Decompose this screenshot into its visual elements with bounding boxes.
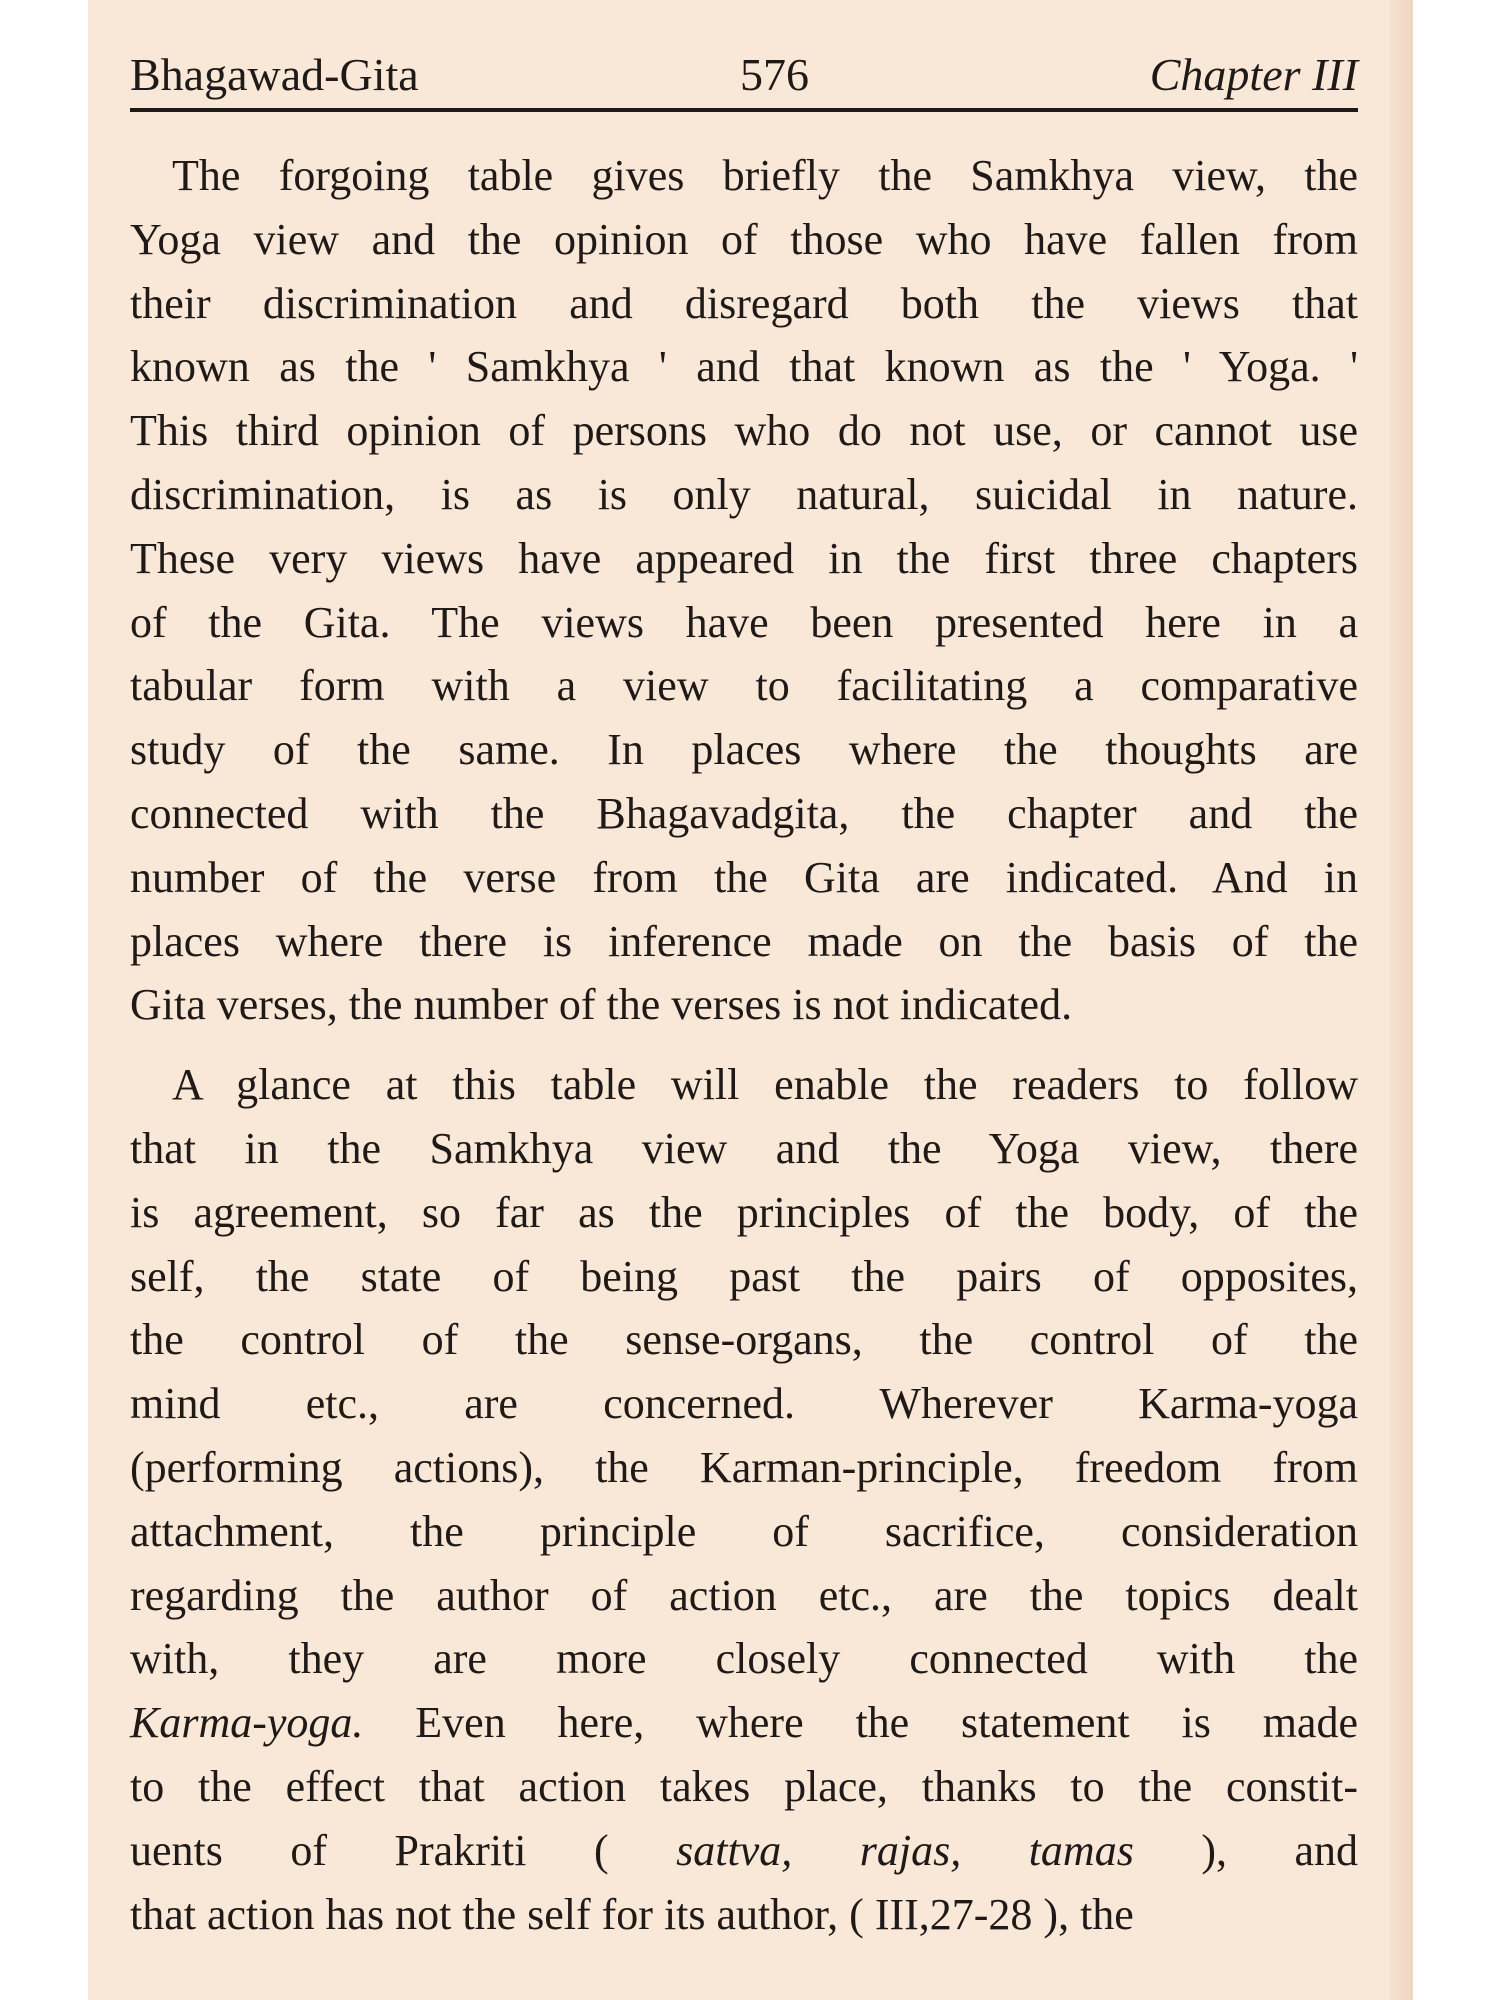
text-line	[130, 591, 1358, 655]
text-run: These very views have appeared in the first three chapters	[130, 533, 1358, 583]
body-text	[130, 144, 1358, 1946]
italic-text: Karma-yoga.	[130, 1698, 364, 1748]
text-run: of the Gita. The views have been presented here in a	[130, 597, 1358, 647]
page-number: 576	[740, 49, 809, 100]
text-run: discrimination, is as is only natural, suicidal in nature.	[130, 469, 1358, 519]
text-line	[130, 1436, 1358, 1500]
text-line	[130, 973, 1358, 1037]
text-run: is agreement, so far as the principles of the body, of the	[130, 1187, 1358, 1237]
text-run: to the effect that action takes place, thanks to the constit-	[130, 1761, 1358, 1811]
text-line	[130, 1564, 1358, 1628]
text-run: known as the ' Samkhya ' and that known as the ' Yoga. '	[130, 342, 1358, 392]
text-run: with, they are more closely connected with the	[130, 1634, 1358, 1684]
text-line	[130, 272, 1358, 336]
text-line	[130, 1117, 1358, 1181]
text-line	[130, 846, 1358, 910]
text-run: Even here, where the statement is made	[363, 1698, 1358, 1748]
text-line	[130, 1627, 1358, 1691]
text-line	[130, 782, 1358, 846]
text-line	[130, 208, 1358, 272]
text-line	[130, 463, 1358, 527]
text-line	[130, 1819, 1358, 1883]
text-line	[130, 527, 1358, 591]
book-title: Bhagawad-Gita	[130, 49, 419, 100]
paragraph	[130, 144, 1358, 1037]
text-line	[130, 1181, 1358, 1245]
text-run: tabular form with a view to facilitating a comparative	[130, 661, 1358, 711]
page-edge	[1390, 0, 1413, 2000]
text-run: connected with the Bhagavadgita, the chapter and the	[130, 788, 1358, 838]
text-run: that in the Samkhya view and the Yoga view, there	[130, 1123, 1358, 1173]
text-run: A glance at this table will enable the readers to follow	[172, 1060, 1358, 1110]
paragraph	[130, 1053, 1358, 1946]
text-run: ), and	[1133, 1825, 1358, 1875]
text-run: that action has not the self for its author, ( III,27-28 ), the	[130, 1889, 1134, 1939]
text-line	[130, 1691, 1358, 1755]
text-line	[130, 1372, 1358, 1436]
italic-text: sattva, rajas, tamas	[676, 1825, 1134, 1875]
text-line	[130, 1500, 1358, 1564]
text-line	[130, 399, 1358, 463]
text-line	[130, 1245, 1358, 1309]
text-run: regarding the author of action etc., are the topics dealt	[130, 1570, 1358, 1620]
text-run: (performing actions), the Karman-principle, freedom from	[130, 1442, 1358, 1492]
text-run: self, the state of being past the pairs of opposites,	[130, 1251, 1358, 1301]
text-line	[130, 718, 1358, 782]
text-run: the control of the sense-organs, the control of the	[130, 1315, 1358, 1365]
text-run: Gita verses, the number of the verses is not indicated.	[130, 980, 1073, 1030]
text-run: places where there is inference made on the basis of the	[130, 916, 1358, 966]
text-line	[130, 144, 1358, 208]
text-line	[130, 1883, 1358, 1947]
text-line	[130, 1308, 1358, 1372]
text-line	[130, 1053, 1358, 1117]
text-run: This third opinion of persons who do not use, or cannot use	[130, 406, 1358, 456]
running-header	[130, 48, 1358, 108]
text-run: number of the verse from the Gita are indicated. And in	[130, 852, 1358, 902]
text-line	[130, 335, 1358, 399]
text-run: The forgoing table gives briefly the Samkhya view, the	[172, 151, 1358, 200]
text-line	[130, 1755, 1358, 1819]
text-run: uents of Prakriti (	[130, 1825, 677, 1875]
text-run: attachment, the principle of sacrifice, consideration	[130, 1506, 1358, 1556]
header-rule	[130, 108, 1358, 112]
chapter-label: Chapter III	[1149, 49, 1358, 100]
text-run: study of the same. In places where the thoughts are	[130, 725, 1358, 775]
text-run: mind etc., are concerned. Wherever Karma-yoga	[130, 1379, 1358, 1429]
text-line	[130, 654, 1358, 718]
text-run: their discrimination and disregard both the views that	[130, 278, 1358, 328]
text-run: Yoga view and the opinion of those who have fallen from	[130, 214, 1358, 264]
text-line	[130, 910, 1358, 974]
